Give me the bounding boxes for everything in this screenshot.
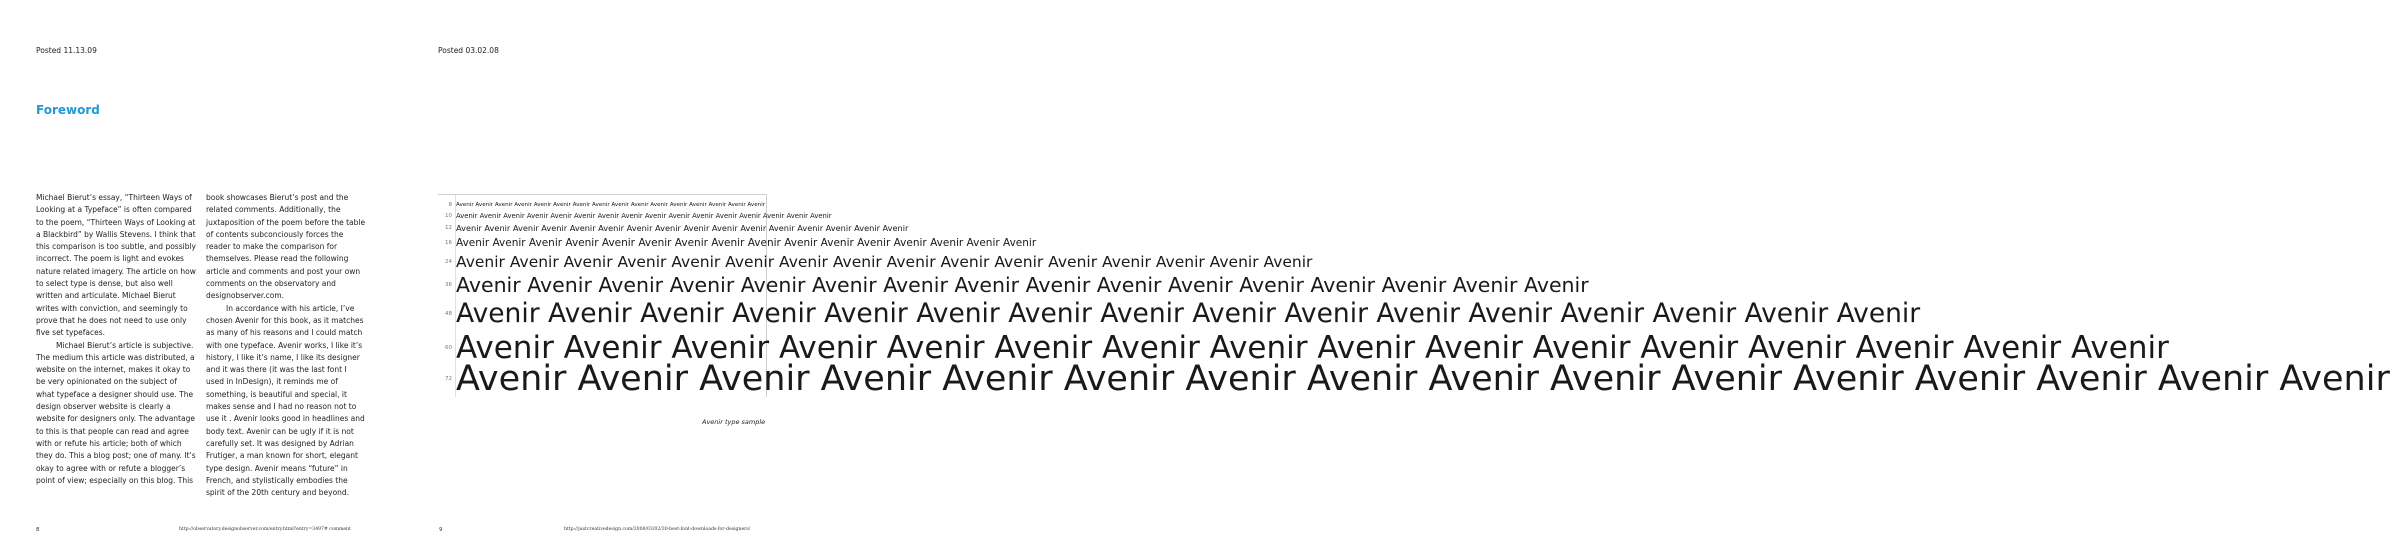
- paragraph: In accordance with his article, I’ve chosen Avenir for this book, as it matches as many of his reasons and I could match with one typeface. Avenir works, I like it’s history, I like it’s name, I like its designer and it was there (it was the last font I used in InDesign), it reminds me of something, is beautiful and special, it makes sense and I had no reason not to use it . Avenir looks good in headlines and body text. Avenir can be ugly if it is not carefully set. It was designed by Adrian Frutiger, a man known for short, elegant type design. Avenir means “future” in French, and stylistically embodies the spirit of the 20th century and beyond.: [206, 303, 365, 498]
- text-column-1: [36, 192, 196, 487]
- specimen-caption: Avenir type sample: [702, 418, 766, 426]
- specimen-row: [438, 211, 832, 221]
- specimen-row: [438, 273, 1589, 298]
- text-column-2: [206, 192, 366, 499]
- specimen-sample-text: Avenir Avenir Avenir Avenir Avenir Avenir Avenir Avenir Avenir Avenir Avenir Avenir Avenir Avenir Avenir Avenir: [456, 298, 1921, 329]
- specimen-row: [438, 252, 1313, 272]
- specimen-row: [438, 201, 766, 210]
- specimen-size-label: 16: [445, 239, 452, 246]
- specimen-size-label: 12: [445, 224, 452, 231]
- specimen-row: [438, 236, 1037, 250]
- specimen-sample-text: Avenir Avenir Avenir Avenir Avenir Avenir Avenir Avenir Avenir Avenir Avenir Avenir Avenir Avenir Avenir Avenir: [456, 359, 2390, 399]
- source-url: http://justcreativedesign.com/2008/03/02/30-best-font-downloads-for-designers/: [564, 527, 751, 532]
- posted-date: Posted 03.02.08: [438, 46, 499, 55]
- posted-date: Posted 11.13.09: [36, 46, 97, 55]
- specimen-sample-text: Avenir Avenir Avenir Avenir Avenir Avenir Avenir Avenir Avenir Avenir Avenir Avenir Avenir Avenir Avenir Avenir: [456, 223, 909, 233]
- page-number: 8: [36, 527, 40, 533]
- specimen-size-label: 36: [445, 282, 452, 288]
- specimen-sample-text: Avenir Avenir Avenir Avenir Avenir Avenir Avenir Avenir Avenir Avenir Avenir Avenir Avenir Avenir Avenir Avenir: [456, 237, 1037, 249]
- specimen-size-label: 24: [445, 258, 452, 265]
- specimen-size-label: 10: [445, 212, 452, 219]
- paragraph: Michael Bierut’s essay, “Thirteen Ways of Looking at a Typeface” is often compared to the poem, “Thirteen Ways of Looking at a Blackbird” by Wallis Stevens. I think that this comparison is too subtle, and possibly incorrect. The poem is light and evokes nature related imagery. The article on how to select type is dense, but also well written and articulate. Michael Bierut writes with conviction, and seemingly to prove that he does not need to use only five set typefaces.: [36, 193, 196, 338]
- source-url: http://observatory.designobserver.com/entry.html?entry=3497# comment: [179, 527, 351, 532]
- specimen-row: [438, 222, 909, 234]
- right-page: [401, 0, 2390, 548]
- specimen-size-label: 8: [448, 202, 452, 208]
- specimen-sample-text: Avenir Avenir Avenir Avenir Avenir Avenir Avenir Avenir Avenir Avenir Avenir Avenir Avenir Avenir Avenir Avenir: [456, 330, 2169, 366]
- specimen-size-label: 48: [445, 310, 452, 317]
- specimen-size-label: 60: [445, 344, 452, 351]
- specimen-sample-text: Avenir Avenir Avenir Avenir Avenir Avenir Avenir Avenir Avenir Avenir Avenir Avenir Avenir Avenir Avenir Avenir: [456, 253, 1313, 271]
- left-page: [0, 0, 401, 548]
- specimen-sample-text: Avenir Avenir Avenir Avenir Avenir Avenir Avenir Avenir Avenir Avenir Avenir Avenir Avenir Avenir Avenir Avenir: [456, 202, 766, 208]
- type-specimen: [438, 194, 2390, 399]
- specimen-sample-text: Avenir Avenir Avenir Avenir Avenir Avenir Avenir Avenir Avenir Avenir Avenir Avenir Avenir Avenir Avenir Avenir: [456, 212, 832, 220]
- specimen-size-label: 72: [445, 375, 452, 382]
- page-number: 9: [439, 527, 443, 533]
- foreword-heading: Foreword: [36, 103, 100, 117]
- specimen-row: [438, 359, 2390, 399]
- paragraph: book showcases Bierut’s post and the related comments. Additionally, the juxtaposition of the poem before the table of contents subconciously forces the reader to make the comparison for themselves. Please read the following article and comments and post your own comments on the observatory and designobserver.com.: [206, 193, 366, 301]
- paragraph: Michael Bierut’s article is subjective. The medium this article was distributed, a website on the internet, makes it okay to be very opinionated on the subject of what typeface a designer should use. The design observer website is clearly a website for designers only. The advantage to this is that people can read and agree with or refute his article; both of which they do. This a blog post; one of many. It’s okay to agree with or refute a blogger’s point of view; especially on this blog. This: [36, 340, 196, 485]
- specimen-sample-text: Avenir Avenir Avenir Avenir Avenir Avenir Avenir Avenir Avenir Avenir Avenir Avenir Avenir Avenir Avenir Avenir: [456, 273, 1589, 297]
- specimen-row: [438, 298, 1921, 330]
